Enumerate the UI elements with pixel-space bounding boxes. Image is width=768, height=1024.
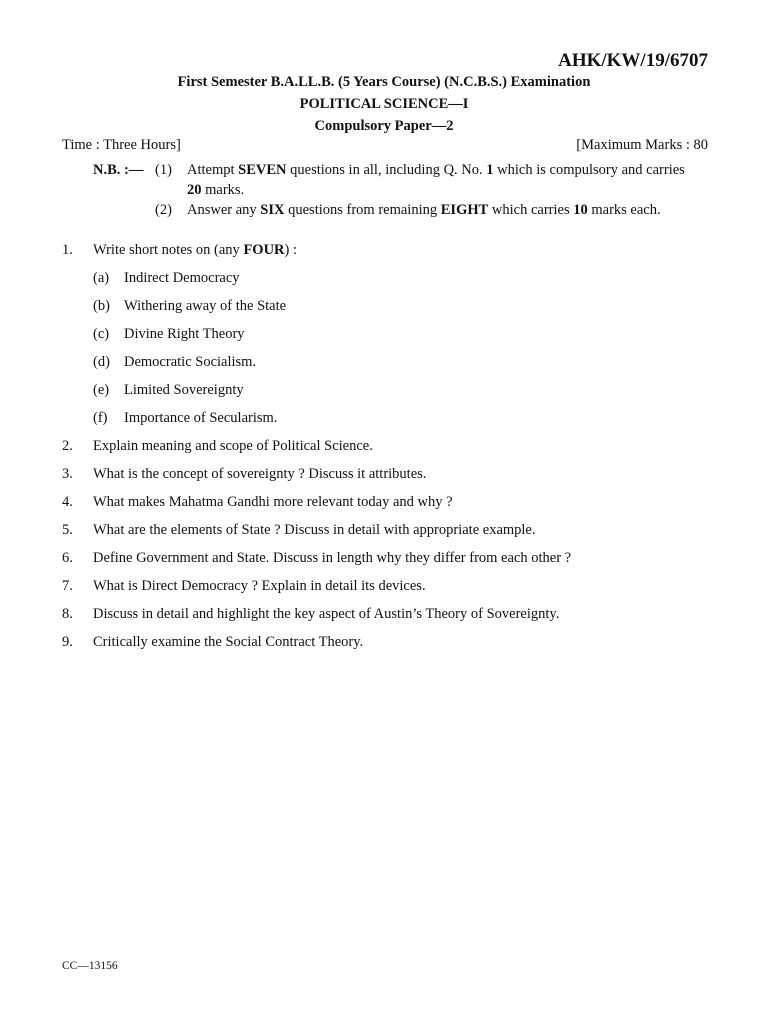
question-text: What makes Mahatma Gandhi more relevant today and why ? — [93, 494, 453, 510]
question-text: Critically examine the Social Contract Theory. — [93, 634, 364, 650]
question-number: 2. — [62, 438, 73, 454]
subpart-label: (b) — [93, 298, 110, 314]
question-number: 1. — [62, 242, 73, 258]
subpart-text: Importance of Secularism. — [124, 410, 278, 426]
subject-title: POLITICAL SCIENCE—I — [299, 96, 469, 112]
question-text: What are the elements of State ? Discuss in detail with appropriate example. — [93, 522, 536, 538]
paper-code: AHK/KW/19/6707 — [558, 50, 708, 71]
question-text: Discuss in detail and highlight the key aspect of Austin’s Theory of Sovereignty. — [93, 606, 560, 622]
subpart-text: Withering away of the State — [124, 298, 287, 314]
nb-label: N.B. :— — [93, 162, 144, 178]
question-number: 9. — [62, 634, 73, 650]
subpart-text: Limited Sovereignty — [124, 382, 244, 398]
time-allowed: Time : Three Hours] — [62, 137, 181, 153]
paper-title: Compulsory Paper—2 — [314, 118, 454, 134]
nb-item-1-number: (1) — [155, 162, 172, 178]
subpart-text: Democratic Socialism. — [124, 354, 257, 370]
question-number: 3. — [62, 466, 73, 482]
question-number: 7. — [62, 578, 73, 594]
question-text: What is the concept of sovereignty ? Discuss it attributes. — [93, 466, 427, 482]
subpart-label: (c) — [93, 326, 110, 342]
question-text: What is Direct Democracy ? Explain in detail its devices. — [93, 578, 426, 594]
exam-title: First Semester B.A.LL.B. (5 Years Course) (N.C.B.S.) Examination — [177, 74, 591, 90]
subpart-label: (d) — [93, 354, 110, 370]
question-text: Explain meaning and scope of Political Science. — [93, 438, 373, 454]
question-number: 6. — [62, 550, 73, 566]
nb-item-1-continuation: 20 marks. — [187, 182, 245, 198]
question-number: 4. — [62, 494, 73, 510]
subpart-label: (a) — [93, 270, 110, 286]
nb-item-2-number: (2) — [155, 202, 172, 218]
subpart-label: (f) — [93, 410, 108, 426]
footer-code: CC—13156 — [62, 960, 118, 972]
subpart-label: (e) — [93, 382, 110, 398]
maximum-marks: [Maximum Marks : 80 — [576, 137, 708, 153]
nb-item-1-text: Attempt SEVEN questions in all, including Q. No. 1 which is compulsory and carries — [187, 162, 685, 178]
question-number: 5. — [62, 522, 73, 538]
subpart-text: Divine Right Theory — [124, 326, 245, 342]
subpart-text: Indirect Democracy — [124, 270, 240, 286]
question-text: Write short notes on (any FOUR) : — [93, 242, 298, 258]
nb-item-2-text: Answer any SIX questions from remaining EIGHT which carries 10 marks each. — [187, 202, 661, 218]
question-number: 8. — [62, 606, 73, 622]
question-text: Define Government and State. Discuss in length why they differ from each other ? — [93, 550, 572, 566]
